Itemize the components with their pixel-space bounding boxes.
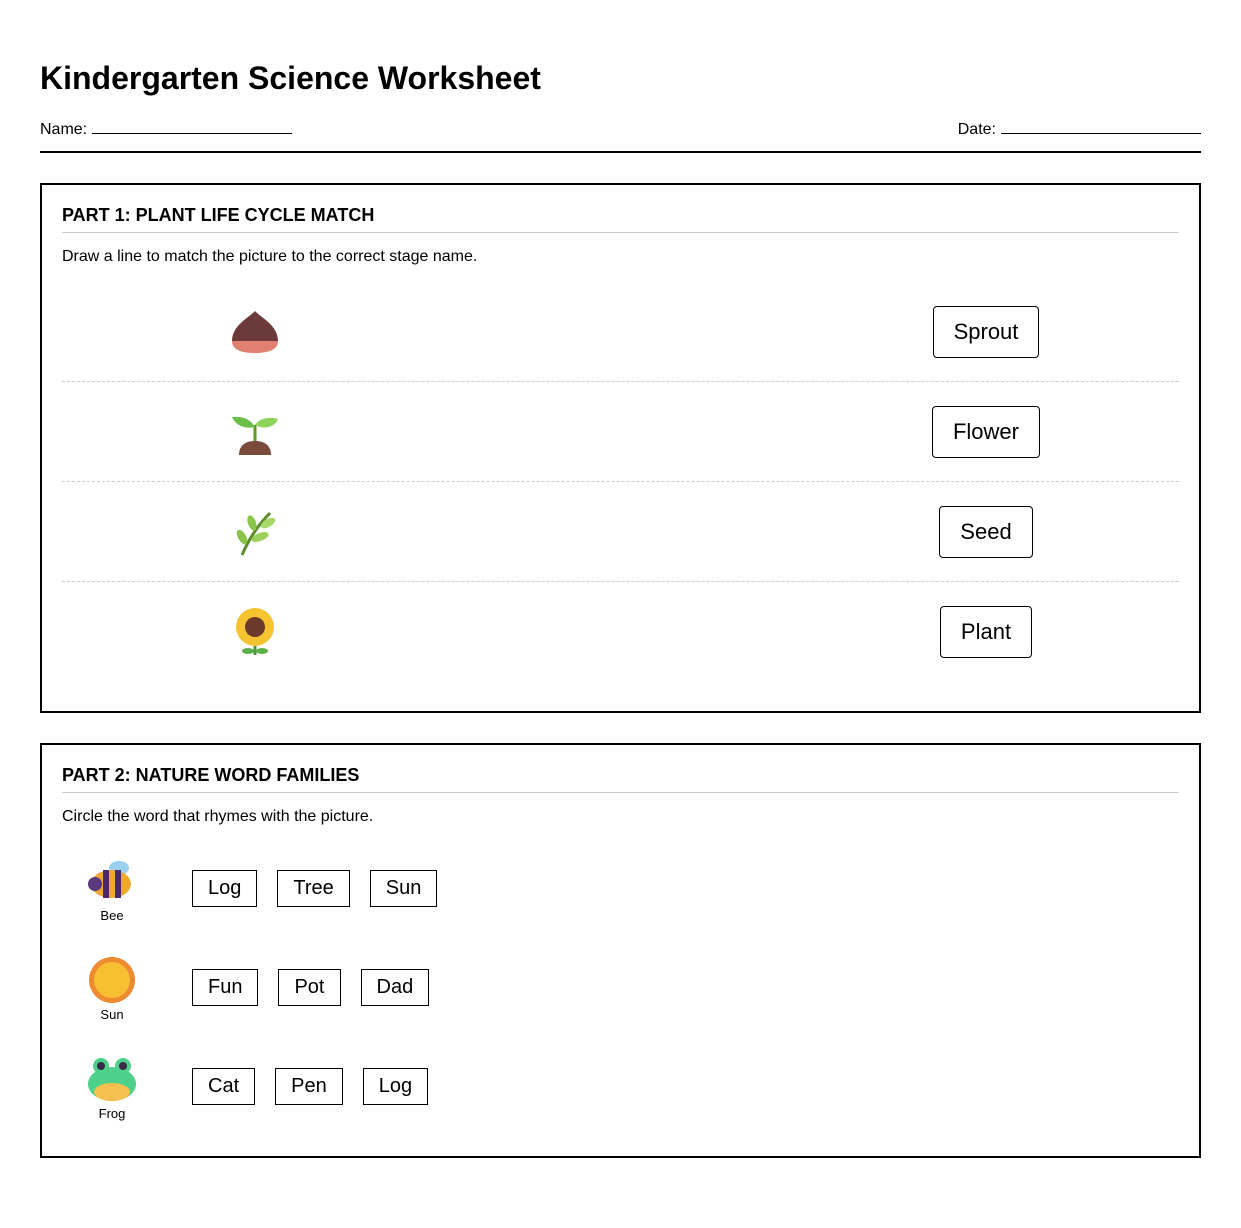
part1-instructions: Draw a line to match the picture to the correct stage name. xyxy=(62,248,478,265)
part2-instructions: Circle the word that rhymes with the picture. xyxy=(62,808,374,825)
word-option[interactable]: Pen xyxy=(275,1068,343,1105)
part2-section xyxy=(40,743,1201,1158)
sunflower-icon xyxy=(230,607,280,657)
header-fields xyxy=(40,119,1201,153)
bee-icon xyxy=(87,858,137,904)
part1-heading: PART 1: PLANT LIFE CYCLE MATCH xyxy=(62,205,1179,233)
picture-label: Bee xyxy=(100,908,124,923)
picture-label: Frog xyxy=(98,1106,126,1121)
stage-word[interactable]: Sprout xyxy=(933,306,1040,358)
word-option[interactable]: Fun xyxy=(192,969,258,1006)
name-field xyxy=(40,119,292,139)
match-row xyxy=(62,282,1179,382)
rhyme-row xyxy=(62,858,1179,957)
herb-plant-icon xyxy=(230,507,280,557)
word-option[interactable]: Cat xyxy=(192,1068,255,1105)
stage-word[interactable]: Plant xyxy=(940,606,1032,658)
date-label: Date: xyxy=(957,121,996,138)
picture-label: Sun xyxy=(100,1007,124,1022)
name-blank[interactable] xyxy=(92,119,292,134)
frog-icon xyxy=(87,1056,137,1102)
word-option[interactable]: Log xyxy=(192,870,257,907)
word-option[interactable]: Pot xyxy=(278,969,340,1006)
name-label: Name: xyxy=(40,121,88,138)
seedling-icon xyxy=(230,407,280,457)
match-row xyxy=(62,482,1179,582)
sun-icon xyxy=(87,957,137,1003)
rhyme-row xyxy=(62,957,1179,1056)
word-option[interactable]: Sun xyxy=(370,870,438,907)
stage-word[interactable]: Flower xyxy=(932,406,1040,458)
date-blank[interactable] xyxy=(1001,119,1201,134)
chestnut-seed-icon xyxy=(230,307,280,357)
rhyme-row xyxy=(62,1056,1179,1126)
part2-heading: PART 2: NATURE WORD FAMILIES xyxy=(62,765,1179,793)
match-row xyxy=(62,582,1179,681)
page-title: Kindergarten Science Worksheet xyxy=(40,60,541,96)
word-option[interactable]: Dad xyxy=(361,969,430,1006)
stage-word[interactable]: Seed xyxy=(939,506,1032,558)
word-option[interactable]: Log xyxy=(363,1068,428,1105)
match-row xyxy=(62,382,1179,482)
word-option[interactable]: Tree xyxy=(277,870,349,907)
date-field xyxy=(958,119,1201,139)
part1-section xyxy=(40,183,1201,713)
